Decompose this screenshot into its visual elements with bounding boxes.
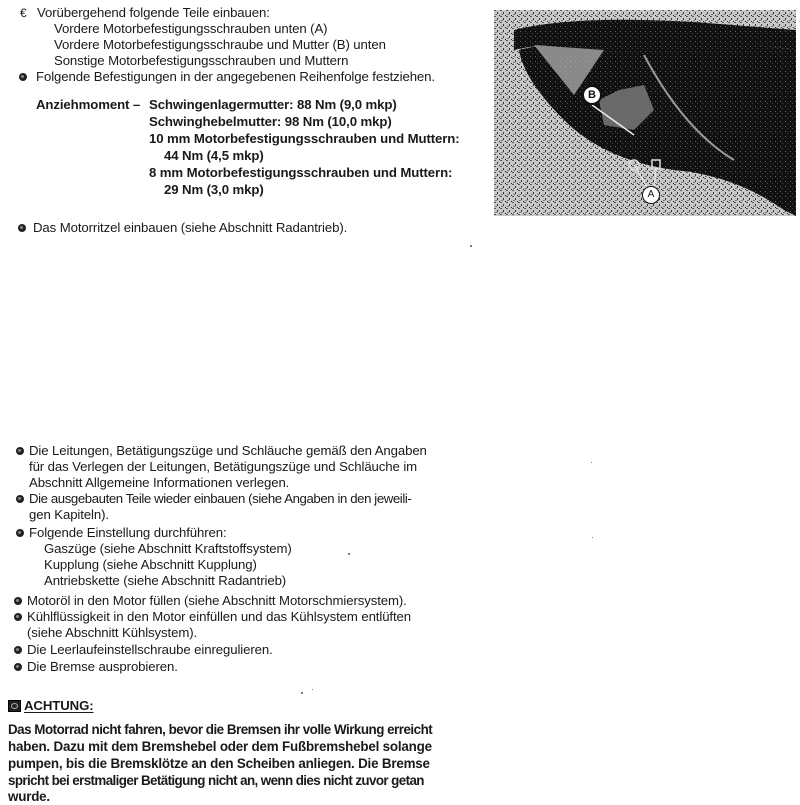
bullet-icon — [16, 529, 24, 537]
step-install-temporarily: Vorübergehend folgende Teile einbauen: — [37, 5, 270, 20]
speck — [470, 245, 472, 247]
step-routing: Die Leitungen, Betätigungszüge und Schläuche gemäß den Angaben — [29, 443, 427, 458]
warning-icon — [8, 700, 21, 712]
speck — [592, 537, 593, 538]
step-marker-icon: € — [20, 6, 27, 20]
bullet-icon — [14, 646, 22, 654]
step-brake: Die Bremse ausprobieren. — [27, 659, 178, 674]
step-oil: Motoröl in den Motor füllen (siehe Abschnitt Motorschmiersystem). — [27, 593, 407, 608]
step-reinstall: Die ausgebauten Teile wieder einbauen (siehe Angaben in den jeweili- — [29, 491, 412, 506]
torque-value: Schwinghebelmutter: 98 Nm (10,0 mkp) — [149, 114, 392, 129]
bullet-icon — [14, 663, 22, 671]
speck — [591, 462, 592, 463]
callout-label-a — [642, 186, 660, 204]
torque-value: 44 Nm (4,5 mkp) — [164, 148, 264, 163]
warning-title: ACHTUNG: — [24, 698, 94, 713]
bullet-icon — [19, 73, 27, 81]
step-coolant-cont: (siehe Abschnitt Kühlsystem). — [27, 625, 198, 640]
callout-a-text: A — [647, 189, 655, 200]
bullet-icon — [14, 613, 22, 621]
engine-mount-photo — [494, 10, 796, 216]
step-coolant: Kühlflüssigkeit in den Motor einfüllen und das Kühlsystem entlüften — [27, 609, 412, 624]
step-routing-cont: für das Verlegen der Leitungen, Betätigungszüge und Schläuche im — [29, 459, 418, 474]
warning-text: wurde. — [8, 789, 50, 804]
bullet-icon — [16, 447, 24, 455]
speck — [301, 692, 303, 694]
warning-text: pumpen, bis die Bremsklötze an den Scheiben anliegen. Die Bremse — [8, 756, 430, 771]
adjust-item: Kupplung (siehe Abschnitt Kupplung) — [44, 557, 257, 572]
adjust-item: Antriebskette (siehe Abschnitt Radantrieb) — [44, 573, 287, 588]
part-item: Vordere Motorbefestigungsschraube und Mutter (B) unten — [54, 37, 386, 52]
bullet-icon — [18, 224, 26, 232]
callout-label-b — [582, 85, 602, 105]
engine-photo-illustration — [494, 10, 796, 216]
speck — [312, 689, 313, 690]
torque-value: 29 Nm (3,0 mkp) — [164, 182, 264, 197]
step-idle: Die Leerlaufeinstellschraube einregulieren. — [27, 642, 273, 657]
adjust-item: Gaszüge (siehe Abschnitt Kraftstoffsystem) — [44, 541, 292, 556]
part-item: Vordere Motorbefestigungsschrauben unten (A) — [54, 21, 328, 36]
torque-value: 8 mm Motorbefestigungsschrauben und Muttern: — [149, 165, 453, 180]
warning-text: Das Motorrad nicht fahren, bevor die Bremsen ihr volle Wirkung erreicht — [8, 722, 433, 737]
step-install-sprocket: Das Motorritzel einbauen (siehe Abschnitt Radantrieb). — [33, 220, 348, 235]
speck — [348, 553, 350, 555]
torque-value: 10 mm Motorbefestigungsschrauben und Muttern: — [149, 131, 460, 146]
step-adjust: Folgende Einstellung durchführen: — [29, 525, 227, 540]
step-routing-cont: Abschnitt Allgemeine Informationen verlegen. — [29, 475, 290, 490]
warning-text: haben. Dazu mit dem Bremshebel oder dem Fußbremshebel solange — [8, 739, 432, 754]
step-tighten: Folgende Befestigungen in der angegebenen Reihenfolge festziehen. — [36, 69, 435, 84]
torque-label: Anziehmoment – — [36, 97, 141, 112]
warning-text: spricht bei erstmaliger Betätigung nicht an, wenn dies nicht zuvor getan — [8, 773, 424, 788]
step-reinstall-cont: gen Kapiteln). — [29, 507, 109, 522]
callout-b-text: B — [588, 89, 596, 101]
part-item: Sonstige Motorbefestigungsschrauben und Muttern — [54, 53, 349, 68]
bullet-icon — [16, 495, 24, 503]
bullet-icon — [14, 597, 22, 605]
torque-value: Schwingenlagermutter: 88 Nm (9,0 mkp) — [149, 97, 397, 112]
